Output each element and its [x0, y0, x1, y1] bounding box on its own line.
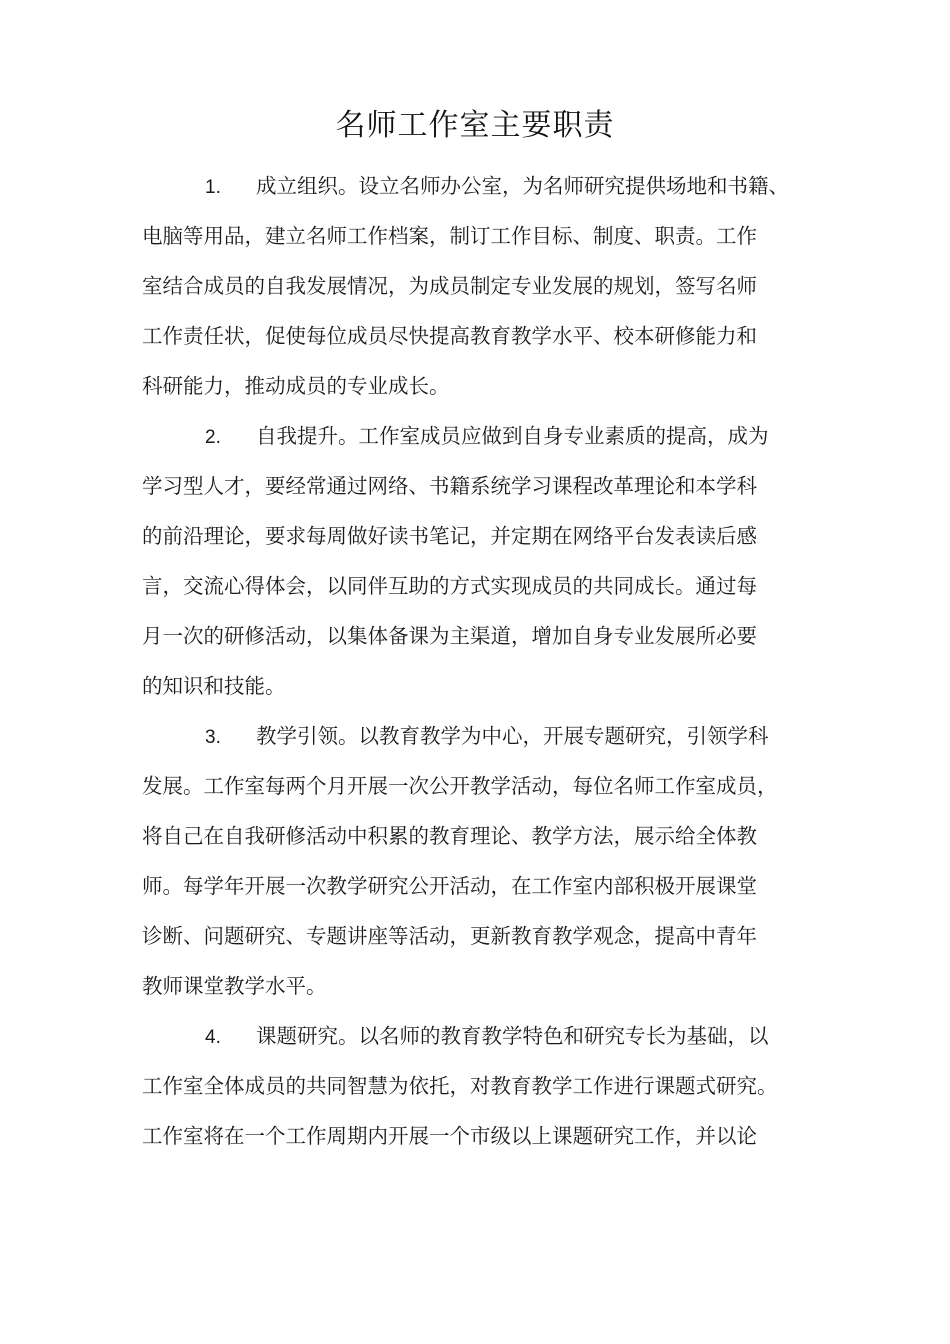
section-2-heading-text: 自我提升。工作室成员应做到自身专业素质的提高，成为	[256, 424, 769, 448]
section-3-number: 3.	[205, 727, 221, 748]
section-4-first-line	[142, 1011, 842, 1061]
section-1-heading-text: 成立组织。设立名师办公室，为名师研究提供场地和书籍、	[256, 174, 789, 198]
section-3-line-5: 教师课堂教学水平。	[142, 974, 327, 998]
section-4-line-2: 工作室将在一个工作周期内开展一个市级以上课题研究工作，并以论	[142, 1124, 757, 1148]
section-2-line-1: 学习型人才，要经常通过网络、书籍系统学习课程改革理论和本学科	[142, 474, 757, 498]
section-4-number: 4.	[205, 1027, 221, 1048]
section-2-line-4: 月一次的研修活动，以集体备课为主渠道，增加自身专业发展所必要	[142, 624, 757, 648]
section-1-line-1: 电脑等用品，建立名师工作档案，制订工作目标、制度、职责。工作	[142, 224, 757, 248]
document-title: 名师工作室主要职责	[335, 108, 615, 143]
section-4-heading-text: 课题研究。以名师的教育教学特色和研究专长为基础，以	[256, 1024, 769, 1048]
section-2-first-line	[142, 411, 842, 461]
section-3-first-line	[142, 711, 842, 761]
section-3-line-1: 发展。工作室每两个月开展一次公开教学活动，每位名师工作室成员，	[142, 774, 778, 798]
section-2-line-3: 言，交流心得体会，以同伴互助的方式实现成员的共同成长。通过每	[142, 574, 757, 598]
section-2-number: 2.	[205, 427, 221, 448]
section-1-line-3: 工作责任状，促使每位成员尽快提高教育教学水平、校本研修能力和	[142, 324, 757, 348]
section-1-first-line	[142, 161, 842, 211]
section-1-number: 1.	[205, 177, 221, 198]
section-3-line-3: 师。每学年开展一次教学研究公开活动，在工作室内部积极开展课堂	[142, 874, 757, 898]
section-3-line-2: 将自己在自我研修活动中积累的教育理论、教学方法，展示给全体教	[142, 824, 757, 848]
section-1-line-4: 科研能力，推动成员的专业成长。	[142, 374, 450, 398]
section-4-line-1: 工作室全体成员的共同智慧为依托，对教育教学工作进行课题式研究。	[142, 1074, 778, 1098]
section-1-line-2: 室结合成员的自我发展情况，为成员制定专业发展的规划，签写名师	[142, 274, 757, 298]
section-3-heading-text: 教学引领。以教育教学为中心，开展专题研究，引领学科	[256, 724, 769, 748]
document-body	[142, 161, 842, 1161]
section-2-line-5: 的知识和技能。	[142, 674, 286, 698]
section-3-line-4: 诊断、问题研究、专题讲座等活动，更新教育教学观念，提高中青年	[142, 924, 757, 948]
section-2-line-2: 的前沿理论，要求每周做好读书笔记，并定期在网络平台发表读后感	[142, 524, 757, 548]
